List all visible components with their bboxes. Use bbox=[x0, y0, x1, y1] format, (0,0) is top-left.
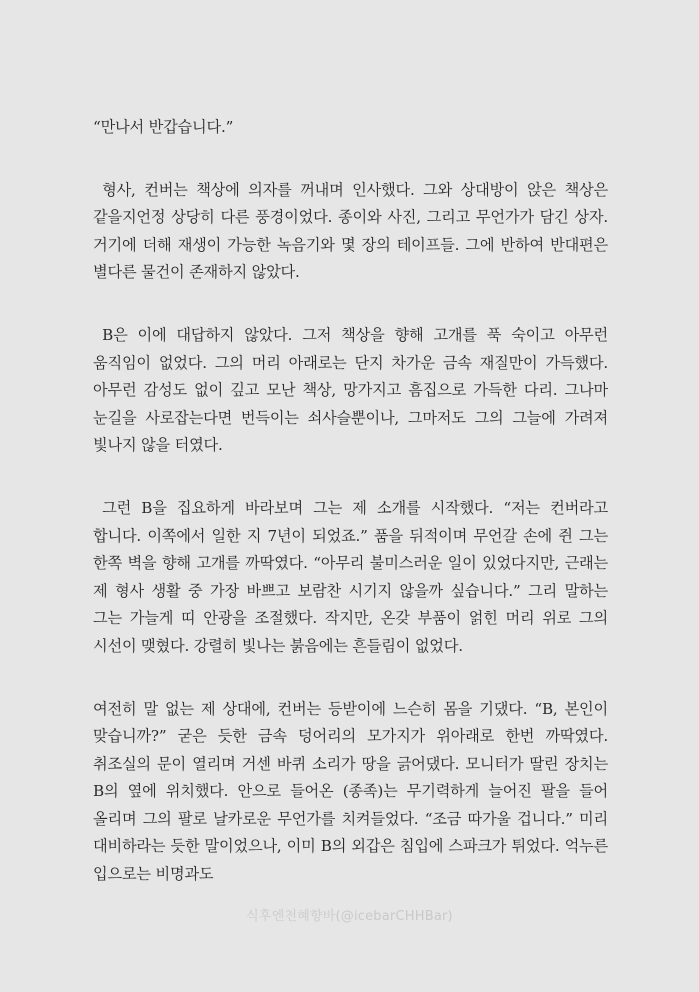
watermark: 식후엔천혜향바(@icebarCHHBar) bbox=[246, 909, 453, 924]
paragraph: B은 이에 대답하지 않았다. 그저 책상을 향해 고개를 푹 숙이고 아무런 움직임이 없었다. 그의 머리 아래로는 단지 차가운 금속 재질만이 가득했다. 아무런 감성도 없이 깊고 모난 책상, 망가지고 흠집으로 가득한 다리. 그나마 눈길을 사로잡는다면 번득이는 쇠사슬뿐이나, 그마저도 그의 그늘에 가려져 빛나지 않을 터였다. bbox=[93, 325, 608, 455]
paragraph: 여전히 말 없는 제 상대에, 컨버는 등받이에 느슨히 몸을 기댔다. “B, 본인이 맞습니까?” 굳은 듯한 금속 덩어리의 모가지가 위아래로 한번 까딱였다. 취조실의 문이 열리며 거센 바퀴 소리가 땅을 긁어댔다. 모니터가 딸린 장치는 B의 옆에 위치했다. 안으로 들어온 (종족)는 무기력하게 늘어진 팔을 들어 올리며 그의 팔로 날카로운 무언가를 치켜들었다. “조금 따가울 겁니다.” 미리 대비하라는 듯한 말이었으나, 이미 B의 외갑은 침입에 스파크가 튀었다. 억누른 입으로는 비명과도 bbox=[93, 699, 608, 884]
paragraph: 그런 B을 집요하게 바라보며 그는 제 소개를 시작했다. “저는 컨버라고 합니다. 이쪽에서 일한 지 7년이 되었죠.” 품을 뒤적이며 무언갈 손에 쥔 그는 한쪽 벽을 향해 고개를 까딱였다. “아무리 불미스러운 일이 있었다지만, 근래는 제 형사 생활 중 가장 바쁘고 보람찬 시기지 않을까 싶습니다.” 그리 말하는 그는 가늘게 띠 안광을 조절했다. 작지만, 온갖 부품이 얽힌 머리 위로 그의 시선이 맺혔다. 강렬히 빛나는 붉음에는 흔들림이 없었다. bbox=[93, 498, 608, 655]
paragraph: 형사, 컨버는 책상에 의자를 꺼내며 인사했다. 그와 상대방이 앉은 책상은 같을지언정 상당히 다른 풍경이었다. 종이와 사진, 그리고 무언가가 담긴 상자. 거기에 더해 재생이 가능한 녹음기와 몇 장의 테이프들. 그에 반하여 반대편은 별다른 물건이 존재하지 않았다. bbox=[93, 180, 608, 282]
body-text bbox=[93, 114, 608, 924]
paragraph: “만나서 반갑습니다.” bbox=[93, 118, 234, 136]
